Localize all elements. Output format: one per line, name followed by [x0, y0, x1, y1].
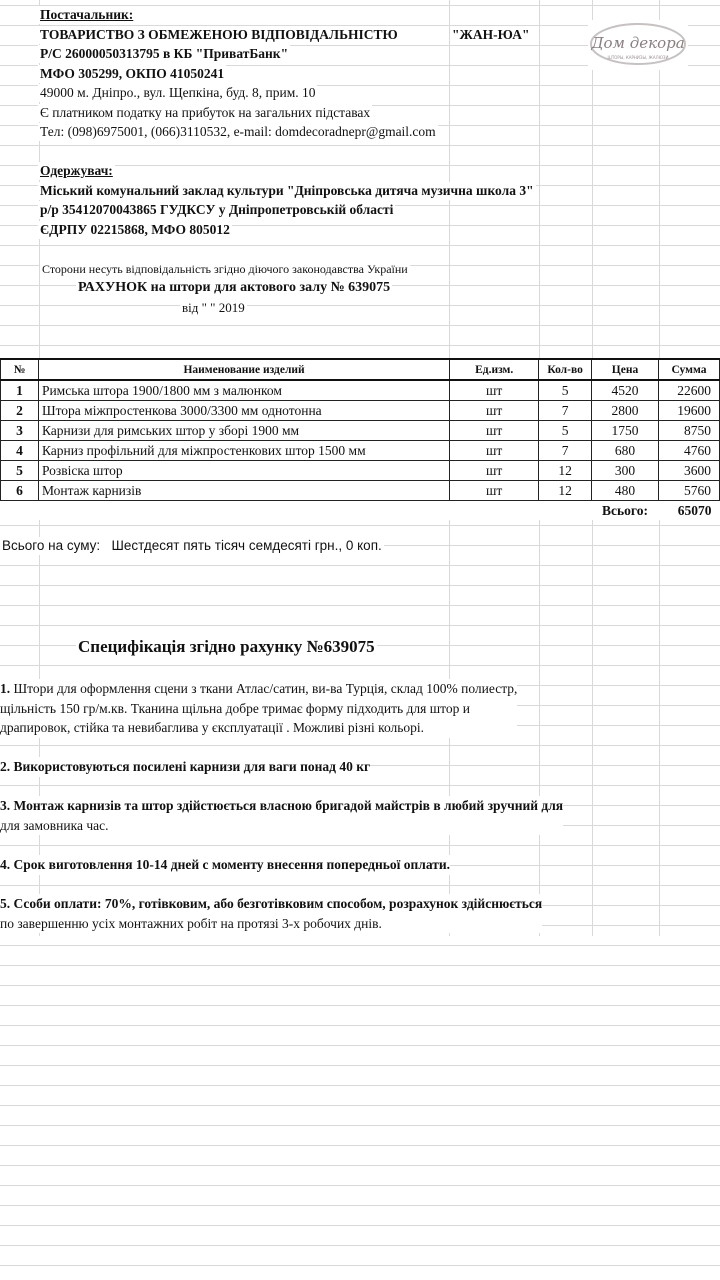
recipient-heading: Одержувач:	[40, 163, 113, 178]
supplier-codes: МФО 305299, ОКПО 41050241	[40, 66, 225, 81]
supplier-brand: "ЖАН-ЮА"	[452, 27, 530, 42]
row-unit: шт	[450, 401, 539, 421]
row-price: 1750	[592, 421, 659, 441]
spec-item-1-number: 1.	[0, 681, 11, 696]
table-row	[1, 380, 720, 401]
col-header-number: №	[1, 359, 39, 380]
table-row	[1, 461, 720, 481]
row-sum: 8750	[659, 421, 720, 441]
col-header-sum: Сумма	[659, 359, 720, 380]
row-number: 6	[1, 481, 39, 501]
row-qty: 5	[539, 380, 592, 401]
total-label: Всього:	[602, 502, 648, 518]
row-unit: шт	[450, 421, 539, 441]
recipient-account: р/р 35412070043865 ГУДКСУ у Дніпропетровській області	[40, 202, 394, 217]
spec-item-2: 2. Використовуються посилені карнизи для ваги понад 40 кг	[0, 757, 370, 777]
supplier-name: ТОВАРИСТВО З ОБМЕЖЕНОЮ ВІДПОВІДАЛЬНІСТЮ	[40, 27, 398, 42]
row-sum: 22600	[659, 380, 720, 401]
row-qty: 7	[539, 401, 592, 421]
row-unit: шт	[450, 441, 539, 461]
spec-item-5-line2: по завершенню усіх монтажних робіт на протязі 3-х робочих днів.	[0, 915, 382, 931]
row-number: 3	[1, 421, 39, 441]
row-qty: 12	[539, 481, 592, 501]
row-unit: шт	[450, 461, 539, 481]
invoice-date: від " " 2019	[182, 300, 245, 315]
col-header-name: Наименование изделий	[38, 359, 449, 380]
spec-item-3-line1: 3. Монтаж карнизів та штор здійстюється власною бригадой майстрів в любий зручний для	[0, 798, 564, 813]
table-row	[1, 401, 720, 421]
supplier-heading: Постачальник:	[40, 7, 134, 22]
table-header-row	[1, 359, 720, 380]
liability-note: Сторони несуть відповідальність згідно діючого законодавства України	[42, 262, 408, 276]
row-item-name: Монтаж карнизів	[38, 481, 449, 501]
recipient-codes: ЄДРПУ 02215868, МФО 805012	[40, 222, 230, 237]
row-number: 2	[1, 401, 39, 421]
row-price: 480	[592, 481, 659, 501]
row-price: 300	[592, 461, 659, 481]
row-qty: 5	[539, 421, 592, 441]
row-price: 4520	[592, 380, 659, 401]
row-price: 2800	[592, 401, 659, 421]
row-qty: 12	[539, 461, 592, 481]
row-unit: шт	[450, 481, 539, 501]
supplier-account: Р/С 26000050313795 в КБ "ПриватБанк"	[40, 46, 289, 61]
row-qty: 7	[539, 441, 592, 461]
spec-item-3	[0, 796, 563, 835]
spec-item-1	[0, 679, 517, 738]
supplier-address: 49000 м. Дніпро., вул. Щепкіна, буд. 8, прим. 10	[40, 85, 316, 100]
amount-words-label: Всього на суму:	[2, 538, 101, 553]
row-number: 4	[1, 441, 39, 461]
total-row	[1, 501, 720, 521]
col-header-unit: Ед.изм.	[450, 359, 539, 380]
logo-subtitle: ШТОРЫ, КАРНИЗЫ, ЖАЛЮЗИ	[607, 55, 669, 60]
amount-in-words	[0, 537, 384, 555]
row-number: 1	[1, 380, 39, 401]
row-item-name: Карнизи для римських штор у зборі 1900 мм	[38, 421, 449, 441]
invoice-table	[0, 358, 720, 520]
spec-item-1-line2: щільність 150 гр/м.кв. Тканина щільна добре тримає форму підходить для штор и	[0, 700, 470, 716]
table-row	[1, 441, 720, 461]
invoice-title: РАХУНОК на штори для актового залу № 639075	[78, 280, 391, 295]
table-row	[1, 421, 720, 441]
row-price: 680	[592, 441, 659, 461]
spec-item-5	[0, 894, 542, 933]
company-logo	[588, 20, 688, 70]
row-item-name: Штора міжпростенкова 3000/3300 мм однотонна	[38, 401, 449, 421]
logo-title: Дом декора	[591, 34, 685, 52]
col-header-price: Цена	[592, 359, 659, 380]
spec-item-4: 4. Срок виготовлення 10-14 дней с моменту внесення попередньої оплати.	[0, 855, 450, 875]
row-sum: 19600	[659, 401, 720, 421]
table-row	[1, 481, 720, 501]
col-header-qty: Кол-во	[539, 359, 592, 380]
row-item-name: Карниз профільний для міжпростенкових штор 1500 мм	[38, 441, 449, 461]
row-sum: 4760	[659, 441, 720, 461]
recipient-name: Міський комунальний заклад культури "Дніпровська дитяча музична школа 3"	[40, 183, 534, 198]
spec-item-1-line3: драпировок, стійка та невибаглива у єксплуатації . Можливі різні кольорі.	[0, 720, 425, 735]
row-item-name: Римська штора 1900/1800 мм з малюнком	[38, 380, 449, 401]
row-sum: 3600	[659, 461, 720, 481]
row-number: 5	[1, 461, 39, 481]
total-value: 65070	[677, 502, 712, 518]
spec-title: Специфікація згідно рахунку №639075	[78, 637, 375, 656]
spec-item-3-line2: для замовника час.	[0, 817, 109, 833]
supplier-contacts: Тел: (098)6975001, (066)3110532, e-mail: domdecoradnepr@gmail.com	[40, 124, 436, 139]
row-unit: шт	[450, 380, 539, 401]
row-sum: 5760	[659, 481, 720, 501]
spec-item-1-line1: Штори для оформлення сцени з ткани Атлас/сатин, ви-ва Турція, склад 100% полиестр,	[13, 681, 518, 696]
row-item-name: Розвіска штор	[38, 461, 449, 481]
amount-words-value: Шестдесят пять тісяч семдесяті грн., 0 коп.	[111, 538, 382, 553]
spec-item-5-line1: 5. Ссоби оплати: 70%, готівковим, або безготівковим способом, розрахунок здійснюється	[0, 896, 543, 911]
supplier-tax-status: Є платником податку на прибуток на загальних підставах	[40, 105, 371, 120]
